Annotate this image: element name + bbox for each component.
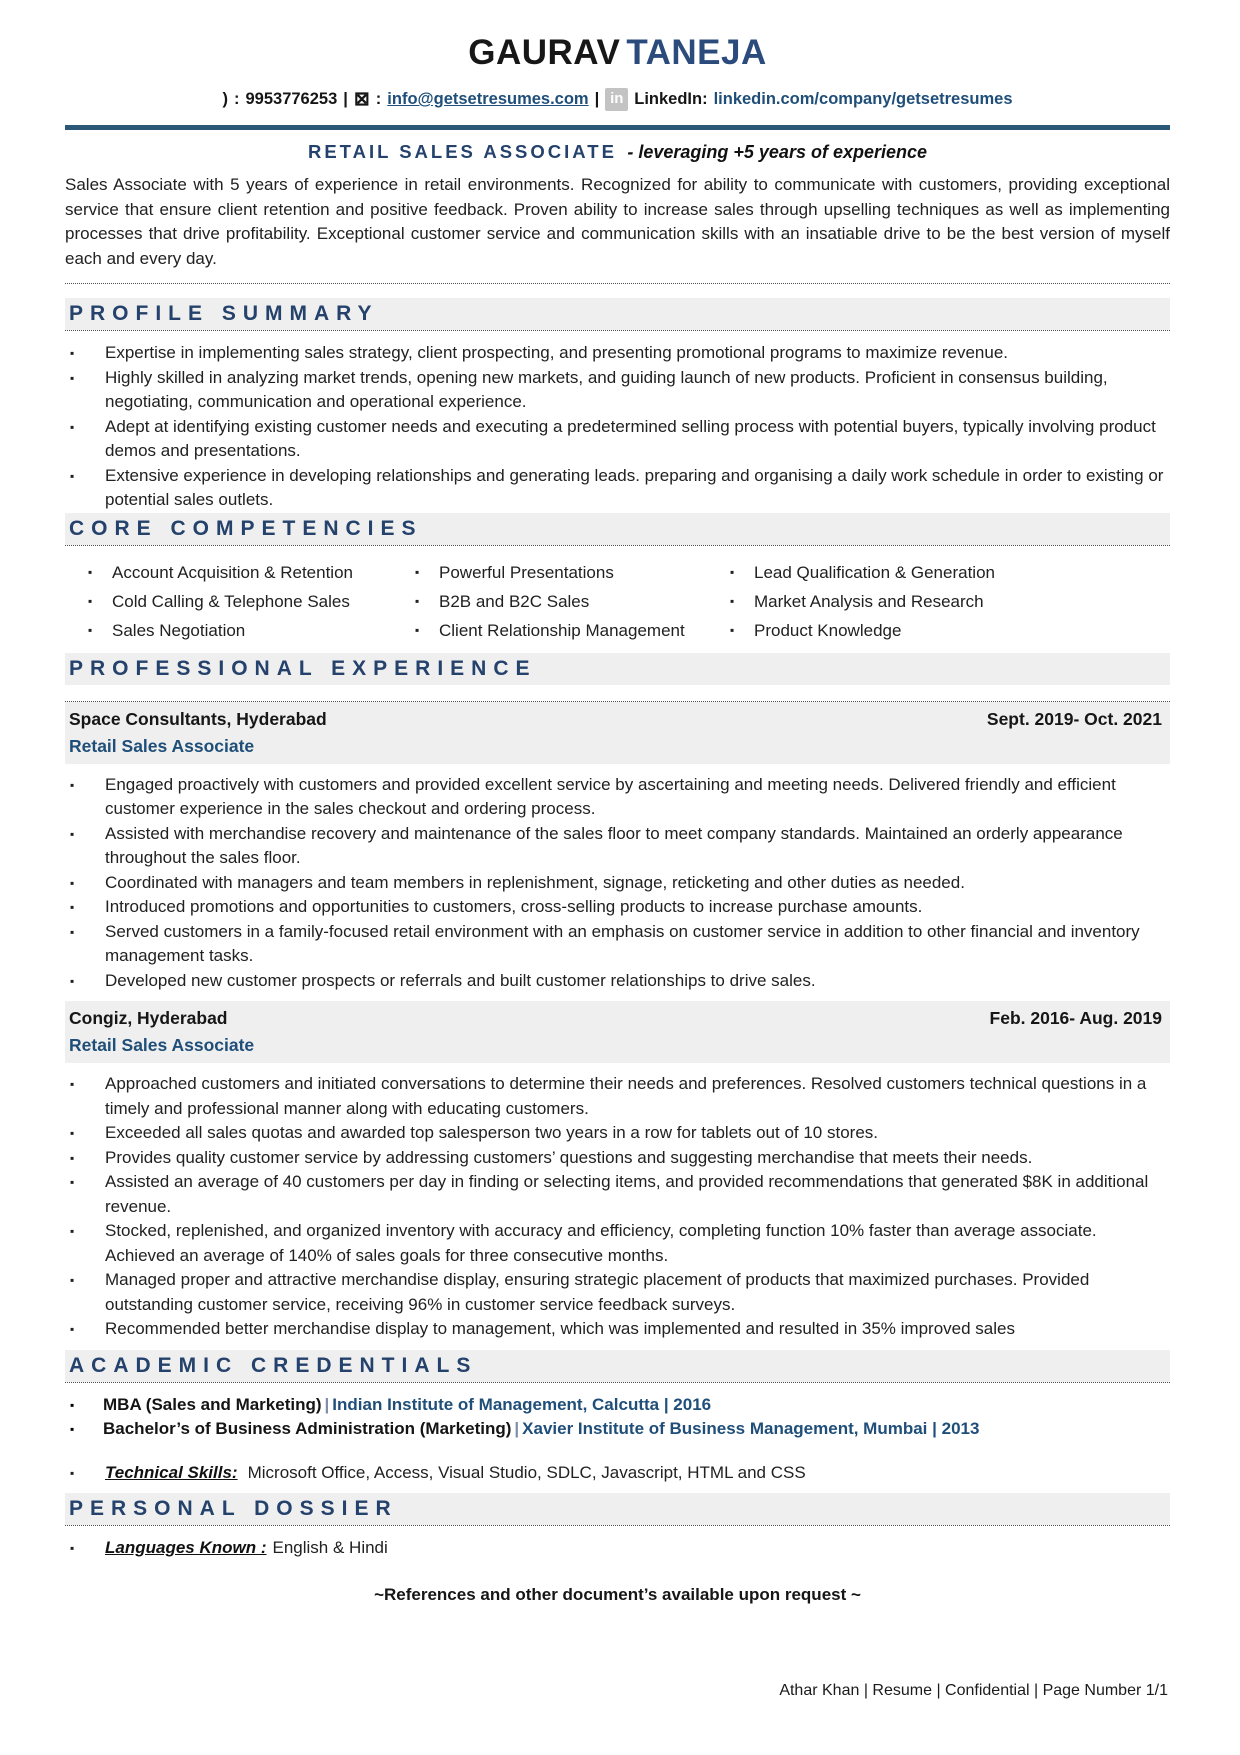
languages-label: Languages Known : bbox=[105, 1538, 267, 1557]
technical-skills-label: Technical Skills: bbox=[105, 1462, 238, 1482]
section-core-competencies bbox=[65, 513, 1170, 545]
employment-dates: Sept. 2019- Oct. 2021 bbox=[986, 708, 1162, 729]
competency-item: ▪ B2B and B2C Sales bbox=[415, 589, 730, 614]
section-personal-dossier bbox=[65, 1493, 1170, 1525]
email-colon: : bbox=[375, 90, 382, 108]
divider bbox=[65, 545, 1170, 546]
section-heading: CORE COMPETENCIES bbox=[69, 516, 423, 540]
technical-skills-item bbox=[65, 1461, 1170, 1486]
languages-row bbox=[65, 1536, 1170, 1561]
section-heading: ACADEMIC CREDENTIALS bbox=[69, 1353, 478, 1377]
references-note: ~References and other document’s available upon request ~ bbox=[374, 1584, 861, 1604]
job-duty-item: ▪ Served customers in a family-focused retail environment with an emphasis on customer service in addition to other financial and inventory management tasks. bbox=[65, 920, 1170, 969]
core-competencies-grid bbox=[88, 560, 1170, 643]
contact-separator: | bbox=[594, 90, 600, 108]
divider bbox=[65, 330, 1170, 331]
job-duty-item: ▪ Approached customers and initiated conversations to determine their needs and preferences. Resolved customers technical questions in a timely and professional manner along with educating customers. bbox=[65, 1072, 1170, 1121]
job-header bbox=[65, 1001, 1170, 1063]
job-duties-list bbox=[65, 773, 1170, 994]
languages-value: English & Hindi bbox=[272, 1538, 388, 1557]
degree-item bbox=[65, 1417, 1170, 1441]
job-head-row bbox=[69, 1006, 1162, 1030]
institute-name: Xavier Institute of Business Management, Mumbai | 2013 bbox=[522, 1418, 980, 1438]
degrees-list bbox=[65, 1393, 1170, 1441]
section-heading: PROFESSIONAL EXPERIENCE bbox=[69, 656, 537, 680]
email-link[interactable]: info@getsetresumes.com bbox=[387, 90, 589, 108]
section-academic-credentials bbox=[65, 1350, 1170, 1382]
page-footer: Athar Khan | Resume | Confidential | Page Number 1/1 bbox=[779, 1682, 1168, 1699]
degree-name: MBA (Sales and Marketing) bbox=[103, 1394, 322, 1414]
job-duty-item: ▪ Exceeded all sales quotas and awarded top salesperson two years in a row for tablets out of 10 stores. bbox=[65, 1121, 1170, 1146]
company-name: Space Consultants, Hyderabad bbox=[69, 708, 327, 729]
job-duty-item: ▪ Recommended better merchandise display to management, which was implemented and resulted in 35% improved sales bbox=[65, 1317, 1170, 1342]
institute-name: Indian Institute of Management, Calcutta | 2016 bbox=[332, 1394, 712, 1414]
competency-item: ▪ Powerful Presentations bbox=[415, 560, 730, 585]
company-name: Congiz, Hyderabad bbox=[69, 1008, 228, 1028]
job-duty-item: ▪ Provides quality customer service by addressing customers’ questions and suggesting merchandise that meets their needs. bbox=[65, 1146, 1170, 1171]
competency-column-3 bbox=[730, 560, 1170, 643]
profile-summary-item: ▪ Expertise in implementing sales strategy, client prospecting, and presenting promotional programs to maximize revenue. bbox=[65, 341, 1170, 366]
email-icon: ⊠ bbox=[353, 89, 370, 110]
first-name: GAURAV bbox=[468, 33, 621, 72]
technical-skills-value: Microsoft Office, Access, Visual Studio, SDLC, Javascript, HTML and CSS bbox=[247, 1462, 806, 1482]
job-title: Retail Sales Associate bbox=[69, 735, 255, 756]
header-divider bbox=[65, 125, 1170, 130]
degree-separator: | bbox=[324, 1394, 330, 1414]
competency-item: ▪ Client Relationship Management bbox=[415, 618, 730, 643]
phone-number: 9953776253 bbox=[245, 90, 338, 108]
last-name: TANEJA bbox=[626, 33, 767, 72]
degree-item bbox=[65, 1393, 1170, 1417]
professional-summary: Sales Associate with 5 years of experience in retail environments. Recognized for ability to communicate with customers, providing exceptional service that ensure client retention and positive feedback. Proven ability to increase sales through upselling techniques as well as implementing processes that drive profitability. Exceptional customer service and communication skills with an insatiable drive to be the best version of myself each and every day. bbox=[65, 175, 1170, 268]
contact-row bbox=[65, 87, 1170, 111]
candidate-name bbox=[65, 34, 1170, 72]
job-duty-item: ▪ Developed new customer prospects or referrals and built customer relationships to drive sales. bbox=[65, 969, 1170, 994]
divider bbox=[65, 1382, 1170, 1383]
section-heading: PROFILE SUMMARY bbox=[69, 302, 379, 325]
section-profile-summary bbox=[65, 298, 1170, 330]
employment-dates: Feb. 2016- Aug. 2019 bbox=[989, 1008, 1162, 1028]
linkedin-label: LinkedIn: bbox=[634, 90, 708, 108]
competency-column-1 bbox=[88, 560, 415, 643]
job-title: Retail Sales Associate bbox=[69, 1035, 255, 1055]
contact-separator: | bbox=[343, 90, 348, 108]
target-role: RETAIL SALES ASSOCIATE bbox=[307, 141, 617, 162]
job-duty-item: ▪ Engaged proactively with customers and provided excellent service by ascertaining and meeting needs. Delivered friendly and efficient customer experience in the sales checkout and ordering process. bbox=[65, 773, 1170, 822]
role-tagline: - leveraging +5 years of experience bbox=[627, 142, 928, 162]
job-duty-item: ▪ Stocked, replenished, and organized inventory with accuracy and efficiency, completing function 10% faster than average associate. Achieved an average of 140% of sales goals for three consecutive months. bbox=[65, 1219, 1170, 1268]
competency-item: ▪ Lead Qualification & Generation bbox=[730, 560, 1170, 585]
competency-item: ▪ Cold Calling & Telephone Sales bbox=[88, 589, 415, 614]
competency-item: ▪ Account Acquisition & Retention bbox=[88, 560, 415, 585]
job-duty-item: ▪ Coordinated with managers and team members in replenishment, signage, reticketing and other duties as needed. bbox=[65, 871, 1170, 896]
profile-summary-list bbox=[65, 341, 1170, 513]
profile-summary-item: ▪ Adept at identifying existing customer needs and executing a predetermined selling process with potential buyers, typically involving product demos and presentations. bbox=[65, 415, 1170, 464]
linkedin-icon: in bbox=[605, 88, 628, 111]
degree-separator: | bbox=[514, 1418, 520, 1438]
job-duty-item: ▪ Assisted an average of 40 customers per day in finding or selecting items, and provided recommendations that generated $8K in additional revenue. bbox=[65, 1170, 1170, 1219]
job-head-row bbox=[69, 707, 1162, 731]
degree-name: Bachelor’s of Business Administration (Marketing) bbox=[103, 1418, 512, 1438]
job-duty-item: ▪ Introduced promotions and opportunities to customers, cross-selling products to increase purchase amounts. bbox=[65, 895, 1170, 920]
job-header bbox=[65, 702, 1170, 764]
languages-item bbox=[65, 1536, 1170, 1561]
section-heading: PERSONAL DOSSIER bbox=[69, 1497, 398, 1520]
competency-column-2 bbox=[415, 560, 730, 643]
linkedin-link[interactable]: linkedin.com/company/getsetresumes bbox=[713, 90, 1013, 108]
job-duty-item: ▪ Managed proper and attractive merchandise display, ensuring strategic placement of products that maximized purchases. Provided outstanding customer service, receiving 96% in customer service feedback surveys. bbox=[65, 1268, 1170, 1317]
job-duties-list bbox=[65, 1072, 1170, 1342]
competency-item: ▪ Sales Negotiation bbox=[88, 618, 415, 643]
document-title bbox=[65, 140, 1170, 165]
competency-item: ▪ Product Knowledge bbox=[730, 618, 1170, 643]
technical-skills-row bbox=[65, 1461, 1170, 1486]
divider bbox=[65, 283, 1170, 284]
competency-item: ▪ Market Analysis and Research bbox=[730, 589, 1170, 614]
section-professional-experience bbox=[65, 653, 1170, 685]
divider bbox=[65, 1525, 1170, 1526]
phone-icon: ) bbox=[222, 90, 228, 108]
job-duty-item: ▪ Assisted with merchandise recovery and maintenance of the sales floor to meet company standards. Maintained an orderly appearance throughout the sales floor. bbox=[65, 822, 1170, 871]
phone-colon: : bbox=[233, 90, 240, 108]
profile-summary-item: ▪ Highly skilled in analyzing market trends, opening new markets, and guiding launch of new products. Proficient in consensus building, negotiating, communication and operational experience. bbox=[65, 366, 1170, 415]
profile-summary-item: ▪ Extensive experience in developing relationships and generating leads. preparing and organising a daily work schedule in order to existing or potential sales outlets. bbox=[65, 464, 1170, 513]
